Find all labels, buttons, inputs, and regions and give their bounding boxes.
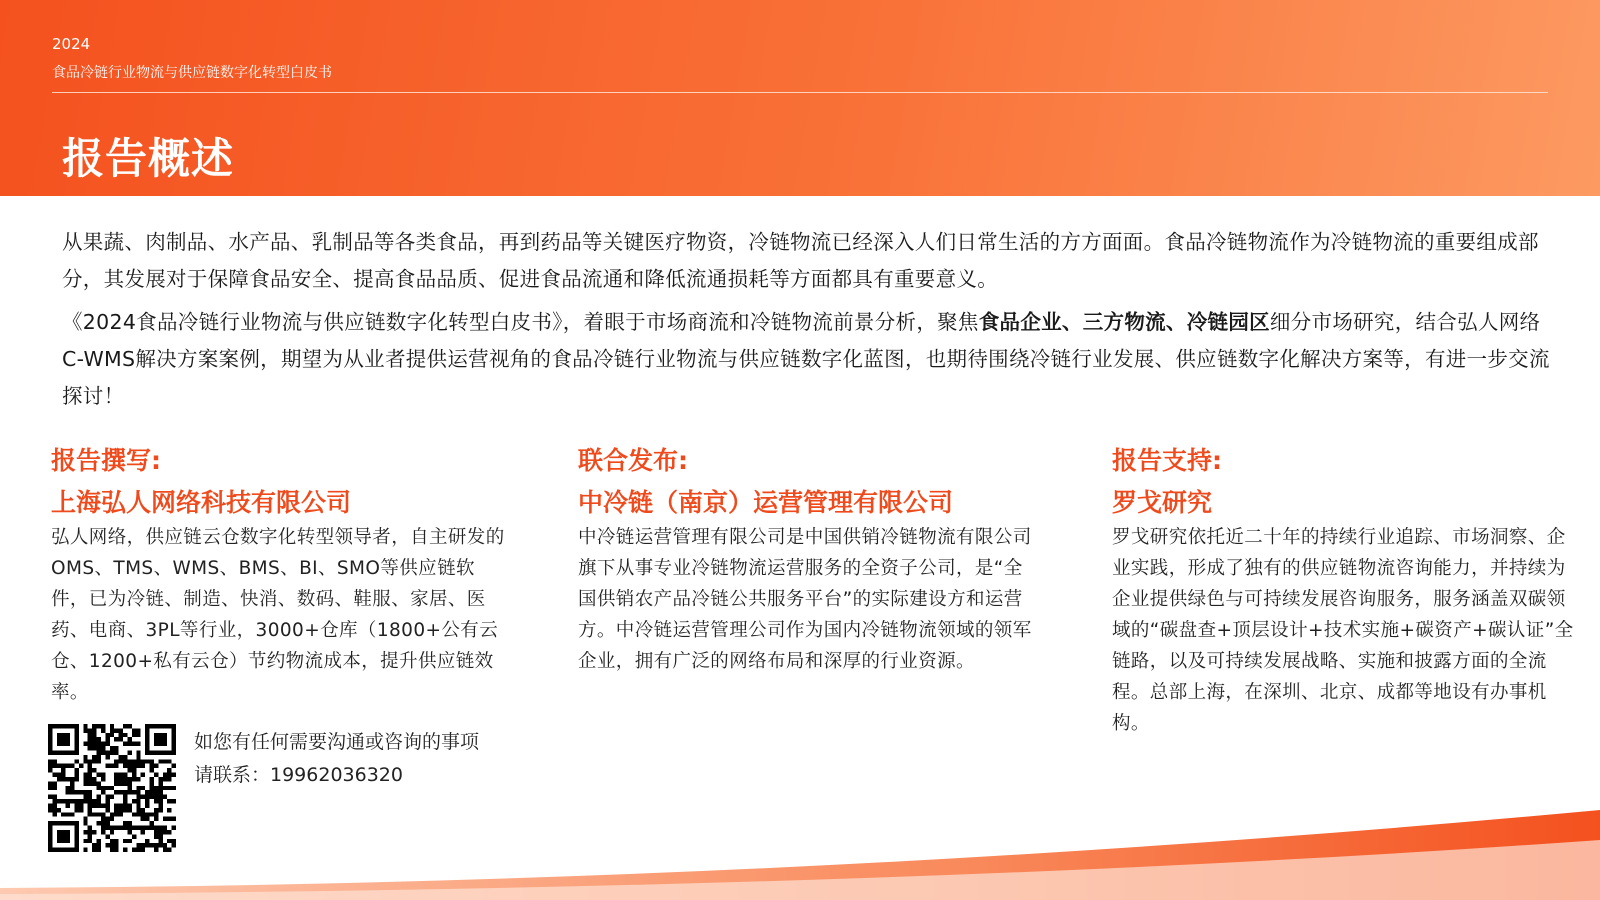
column-publisher [578, 444, 1038, 677]
intro-p2-pre: 《2024食品冷链行业物流与供应链数字化转型白皮书》，着眼于市场商流和冷链物流前景分析，聚焦 [62, 310, 979, 334]
support-label: 报告支持: [1112, 446, 1222, 475]
bottom-decor-wave [0, 810, 1600, 900]
publisher-description: 中冷链运营管理有限公司是中国供销冷链物流有限公司旗下从事专业冷链物流运营服务的全资子公司，是“全国供销农产品冷链公共服务平台”的实际建设方和运营方。中冷链运营管理公司作为国内冷链物流领域的领军企业，拥有广泛的网络布局和深厚的行业资源。 [578, 527, 1032, 672]
author-description: 弘人网络，供应链云仓数字化转型领导者，自主研发的OMS、TMS、WMS、BMS、BI、SMO等供应链软件，已为冷链、制造、快消、数码、鞋服、家居、医药、电商、3PL等行业，3000+仓库（1800+公有云仓、1200+私有云仓）节约物流成本，提升供应链效率。 [51, 527, 505, 703]
author-label: 报告撰写: [51, 446, 161, 475]
header-divider [52, 92, 1548, 93]
page-title: 报告概述 [62, 134, 235, 183]
intro-paragraph-2 [62, 304, 1552, 415]
header-subtitle: 食品冷链行业物流与供应链数字化转型白皮书 [52, 65, 332, 81]
support-description: 罗戈研究依托近二十年的持续行业追踪、市场洞察、企业实践，形成了独有的供应链物流咨询能力，并持续为企业提供绿色与可持续发展咨询服务，服务涵盖双碳领域的“碳盘查+顶层设计+技术实施+碳资产+碳认证”全链路，以及可持续发展战略、实施和披露方面的全流程。总部上海，在深圳、北京、成都等地设有办事机构。 [1112, 527, 1574, 734]
header-year: 2024 [52, 35, 91, 53]
header-banner [0, 0, 1600, 196]
author-org: 上海弘人网络科技有限公司 [51, 488, 352, 517]
contact-info [194, 726, 479, 792]
publisher-label: 联合发布: [578, 446, 688, 475]
intro-section [62, 224, 1552, 421]
intro-p2-highlight: 食品企业、三方物流、冷链园区 [978, 310, 1270, 334]
intro-paragraph-1: 从果蔬、肉制品、水产品、乳制品等各类食品，再到药品等关键医疗物资，冷链物流已经深入人们日常生活的方方面面。食品冷链物流作为冷链物流的重要组成部分，其发展对于保障食品安全、提高食品品质、促进食品流通和降低流通损耗等方面都具有重要意义。 [62, 230, 1539, 291]
publisher-org: 中冷链（南京）运营管理有限公司 [578, 488, 954, 517]
intro-p2-post: 细分市场研究，结合弘人网络C-WMS解决方案案例，期望为从业者提供运营视角的食品冷链行业物流与供应链数字化蓝图，也期待围绕冷链行业发展、供应链数字化解决方案等，有进一步交流探讨！ [62, 310, 1550, 408]
contact-phone: 请联系：19962036320 [194, 764, 403, 786]
support-org: 罗戈研究 [1112, 488, 1213, 517]
contact-line-1: 如您有任何需要沟通或咨询的事项 [194, 731, 480, 753]
column-author [51, 444, 506, 708]
column-support [1112, 444, 1582, 739]
